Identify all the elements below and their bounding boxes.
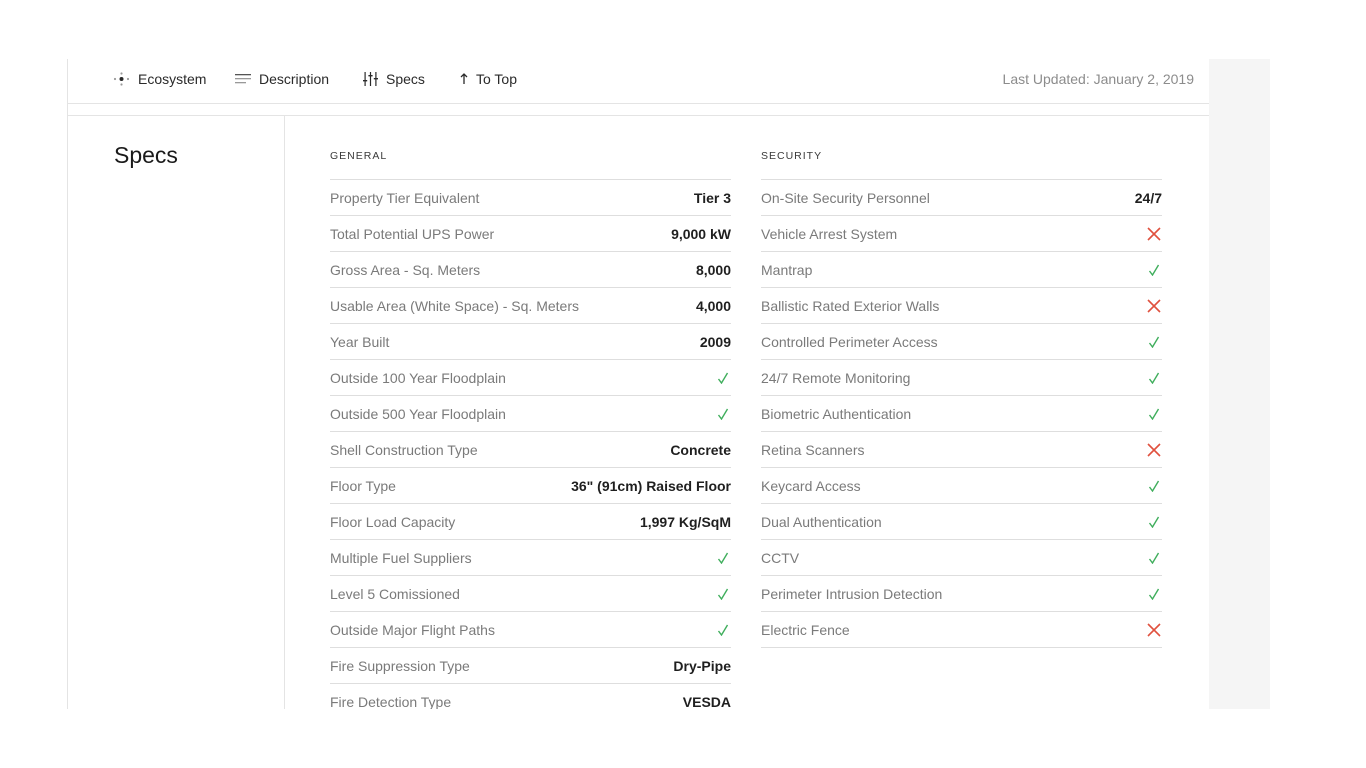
spec-row [330, 684, 731, 709]
spec-row [330, 324, 731, 360]
spec-value: 1,997 Kg/SqM [639, 513, 731, 530]
nav-ecosystem[interactable] [113, 69, 206, 89]
spec-card [67, 59, 1209, 709]
spec-row [330, 360, 731, 396]
spec-row [330, 504, 731, 540]
spec-label: Vehicle Arrest System [761, 225, 898, 242]
nav-to-top[interactable] [460, 69, 517, 89]
spec-row [761, 288, 1162, 324]
spec-value: Concrete [670, 441, 731, 458]
check-icon [715, 406, 731, 422]
check-icon [715, 550, 731, 566]
spec-row [761, 180, 1162, 216]
spec-label: Keycard Access [761, 477, 861, 494]
spec-row [761, 504, 1162, 540]
spec-row [330, 288, 731, 324]
spec-label: Fire Detection Type [330, 693, 452, 709]
spec-row [330, 252, 731, 288]
sliders-icon [363, 72, 378, 86]
spec-label: Floor Load Capacity [330, 513, 456, 530]
spec-label: Perimeter Intrusion Detection [761, 585, 943, 602]
spec-row [330, 180, 731, 216]
spec-label: Total Potential UPS Power [330, 225, 495, 242]
cross-icon [1146, 298, 1162, 314]
nav-description[interactable] [235, 69, 329, 89]
spec-label: Outside Major Flight Paths [330, 621, 495, 638]
nav-to-top-label: To Top [476, 71, 517, 87]
nav-specs[interactable] [363, 69, 425, 89]
spec-row [330, 396, 731, 432]
cross-icon [1146, 442, 1162, 458]
spec-label: On-Site Security Personnel [761, 189, 930, 206]
spec-row [761, 252, 1162, 288]
spec-row [330, 432, 731, 468]
nav-specs-label: Specs [386, 71, 425, 87]
spec-row [330, 648, 731, 684]
spec-label: Outside 100 Year Floodplain [330, 369, 506, 386]
spec-label: Biometric Authentication [761, 405, 912, 422]
check-icon [1146, 478, 1162, 494]
cross-icon [1146, 622, 1162, 638]
specs-section [68, 115, 1209, 709]
spec-label: CCTV [761, 549, 800, 566]
spec-row [761, 360, 1162, 396]
last-updated: Last Updated: January 2, 2019 [1002, 71, 1194, 87]
check-icon [1146, 586, 1162, 602]
spec-label: Usable Area (White Space) - Sq. Meters [330, 297, 579, 314]
spec-label: Outside 500 Year Floodplain [330, 405, 506, 422]
spec-value: Tier 3 [693, 189, 731, 206]
spec-row [761, 468, 1162, 504]
general-rows [330, 179, 731, 709]
spec-label: Controlled Perimeter Access [761, 333, 938, 350]
spec-row [761, 540, 1162, 576]
check-icon [1146, 334, 1162, 350]
spec-value: Dry-Pipe [673, 657, 731, 674]
spec-value: 2009 [699, 333, 731, 350]
spec-label: Multiple Fuel Suppliers [330, 549, 472, 566]
spec-value: 8,000 [695, 261, 731, 278]
lines-icon [235, 73, 251, 85]
spec-label: Ballistic Rated Exterior Walls [761, 297, 940, 314]
nav-ecosystem-label: Ecosystem [138, 71, 207, 87]
check-icon [1146, 370, 1162, 386]
arrow-up-icon [460, 73, 468, 85]
general-header: GENERAL [330, 150, 388, 162]
spec-value: 9,000 kW [671, 225, 731, 242]
spec-value: 36" (91cm) Raised Floor [571, 477, 731, 494]
spec-value: 24/7 [1134, 189, 1162, 206]
ecosystem-icon [113, 72, 130, 86]
spec-row [330, 576, 731, 612]
nav-description-label: Description [259, 71, 330, 87]
spec-label: Dual Authentication [761, 513, 882, 530]
spec-row [330, 216, 731, 252]
spec-label: 24/7 Remote Monitoring [761, 369, 911, 386]
spec-row [761, 432, 1162, 468]
section-divider [284, 116, 285, 709]
check-icon [715, 370, 731, 386]
spec-row [761, 576, 1162, 612]
spec-label: Mantrap [761, 261, 813, 278]
spec-value: VESDA [682, 693, 731, 709]
check-icon [1146, 514, 1162, 530]
spec-value: 4,000 [695, 297, 731, 314]
spec-label: Retina Scanners [761, 441, 865, 458]
spec-row [330, 612, 731, 648]
security-header: SECURITY [761, 150, 823, 162]
spec-row [330, 468, 731, 504]
spec-label: Property Tier Equivalent [330, 189, 480, 206]
check-icon [715, 622, 731, 638]
right-side-panel [1208, 59, 1270, 709]
check-icon [715, 586, 731, 602]
check-icon [1146, 550, 1162, 566]
spec-label: Year Built [330, 333, 390, 350]
spec-row [761, 612, 1162, 648]
cross-icon [1146, 226, 1162, 242]
section-nav [68, 59, 1209, 104]
spec-label: Shell Construction Type [330, 441, 478, 458]
spec-row [330, 540, 731, 576]
section-title: Specs [114, 142, 178, 168]
spec-label: Floor Type [330, 477, 396, 494]
spec-label: Fire Suppression Type [330, 657, 470, 674]
security-rows [761, 179, 1162, 648]
check-icon [1146, 406, 1162, 422]
spec-label: Level 5 Comissioned [330, 585, 460, 602]
spec-row [761, 324, 1162, 360]
spec-label: Gross Area - Sq. Meters [330, 261, 481, 278]
spec-row [761, 396, 1162, 432]
check-icon [1146, 262, 1162, 278]
spec-label: Electric Fence [761, 621, 850, 638]
spec-row [761, 216, 1162, 252]
